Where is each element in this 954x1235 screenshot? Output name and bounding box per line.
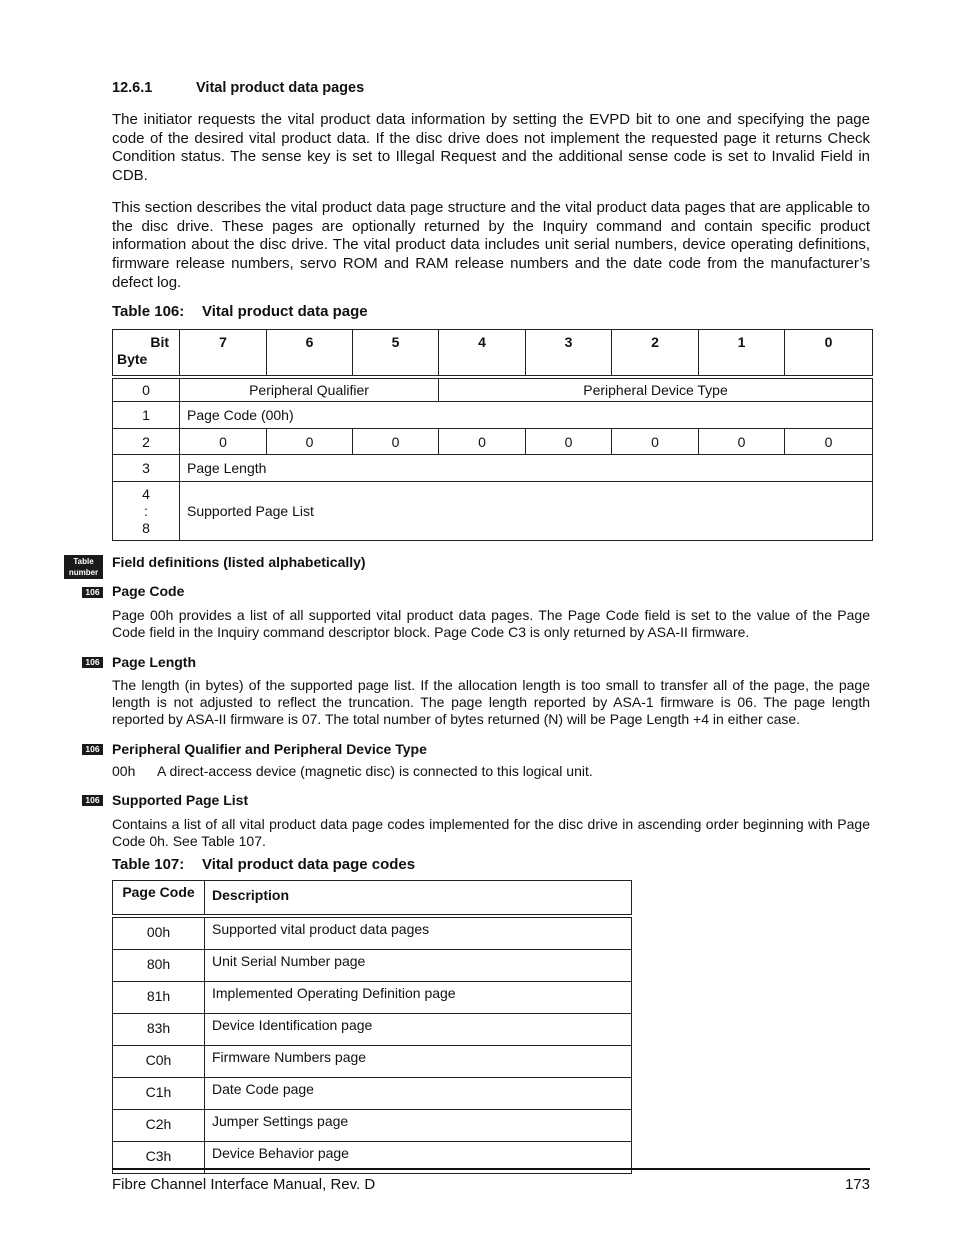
bit-value: 0 bbox=[439, 429, 526, 455]
field-name: Page Length bbox=[112, 654, 197, 670]
intro-paragraph-1: The initiator requests the vital product data information by setting the EVPD bit to one and specifying the page code of the desired vital product data. If the disc drive does not implement the requested page it returns Check Condition status. The sense key is set to Illegal Request and the additional sense code is set to Invalid Field in CDB. bbox=[112, 111, 870, 185]
page-code-header: Page Code bbox=[113, 881, 205, 915]
vital-product-data-page-table bbox=[112, 329, 873, 541]
table-106-title: Vital product data page bbox=[202, 303, 368, 320]
bit-header: 5 bbox=[353, 330, 439, 376]
byte-number: 0 bbox=[113, 379, 180, 402]
bit-value: 0 bbox=[612, 429, 699, 455]
description-cell: Jumper Settings page bbox=[205, 1110, 632, 1142]
description-cell: Date Code page bbox=[205, 1078, 632, 1110]
bit-header: 0 bbox=[785, 330, 873, 376]
footer-title: Fibre Channel Interface Manual, Rev. D bbox=[112, 1176, 376, 1193]
table-row bbox=[113, 1110, 632, 1142]
section-heading bbox=[112, 80, 364, 96]
page-code-cell: C2h bbox=[113, 1110, 205, 1142]
table-row bbox=[113, 1014, 632, 1046]
bit-value: 0 bbox=[526, 429, 612, 455]
bit-value: 0 bbox=[267, 429, 353, 455]
bit-header: 2 bbox=[612, 330, 699, 376]
field-name: Page Code bbox=[112, 583, 185, 599]
table-number-tag bbox=[64, 555, 103, 579]
page-code-cell: 83h bbox=[113, 1014, 205, 1046]
byte-number: 2 bbox=[113, 429, 180, 455]
byte-range-sep: : bbox=[144, 502, 148, 519]
field-code-entry bbox=[112, 763, 593, 779]
table-ref-tag: 106 bbox=[82, 587, 103, 598]
bit-header: 3 bbox=[526, 330, 612, 376]
table-row bbox=[113, 1046, 632, 1078]
bit-value: 0 bbox=[353, 429, 439, 455]
table-106-label: Table 106: bbox=[112, 303, 185, 320]
field-name: Supported Page List bbox=[112, 792, 249, 808]
bit-header: 4 bbox=[439, 330, 526, 376]
field-name: Peripheral Qualifier and Peripheral Device Type bbox=[112, 741, 427, 757]
field-code-description: A direct-access device (magnetic disc) is connected to this logical unit. bbox=[157, 763, 593, 779]
description-header: Description bbox=[205, 881, 632, 915]
description-cell: Implemented Operating Definition page bbox=[205, 982, 632, 1014]
table-ref-tag: 106 bbox=[82, 744, 103, 755]
peripheral-device-type-cell: Peripheral Device Type bbox=[439, 379, 873, 402]
table-row bbox=[113, 429, 873, 455]
page-code-cell: 80h bbox=[113, 950, 205, 982]
bit-label: Bit bbox=[150, 334, 169, 350]
bit-value: 0 bbox=[180, 429, 267, 455]
byte-range bbox=[113, 482, 180, 541]
table-row bbox=[113, 455, 873, 482]
byte-number: 1 bbox=[113, 402, 180, 429]
table-row bbox=[113, 918, 632, 950]
table-ref-tag: 106 bbox=[82, 795, 103, 806]
table-row bbox=[113, 402, 873, 429]
table-row bbox=[113, 950, 632, 982]
page-code-cell: C3h bbox=[113, 1142, 205, 1174]
footer-divider bbox=[112, 1168, 870, 1170]
page-number: 173 bbox=[844, 1176, 870, 1193]
table-row bbox=[113, 982, 632, 1014]
table-row bbox=[113, 482, 873, 541]
field-description: The length (in bytes) of the supported page list. If the allocation length is too small to transfer all of the page, the page length is not adjusted to reflect the truncation. The page length reported by ASA-1 firmware is 06. The page length reported by ASA-II firmware is 07. The total number of bytes returned (N) will be Page Length +4 in either case. bbox=[112, 677, 870, 727]
field-description: Page 00h provides a list of all supported vital product data pages. The Page Code field is set to the value of the Page Code field in the Inquiry command descriptor block. Page Code C3 is only returned by ASA-II firmware. bbox=[112, 607, 870, 640]
table-number-tag-bottom: number bbox=[68, 568, 99, 577]
bit-header: 6 bbox=[267, 330, 353, 376]
field-description: Contains a list of all vital product data page codes implemented for the disc drive in ascending order beginning with Page Code 0h. See Table 107. bbox=[112, 816, 870, 849]
page-length-cell: Page Length bbox=[180, 455, 873, 482]
description-cell: Unit Serial Number page bbox=[205, 950, 632, 982]
description-cell: Device Identification page bbox=[205, 1014, 632, 1046]
section-title: Vital product data pages bbox=[196, 80, 365, 96]
bit-header: 7 bbox=[180, 330, 267, 376]
intro-paragraph-2: This section describes the vital product data page structure and the vital product data pages that are applicable to the disc drive. These pages are optionally returned by the Inquiry command and contain specific product information about the disc drive. The vital product data includes unit serial numbers, device operating definitions, firmware release numbers, servo ROM and RAM release numbers and the date code from the manufacturer’s defect log. bbox=[112, 199, 870, 291]
supported-page-list-cell: Supported Page List bbox=[180, 482, 873, 541]
table-header-row bbox=[113, 330, 873, 376]
bit-byte-corner bbox=[113, 330, 180, 376]
table-106-caption bbox=[112, 303, 368, 320]
field-code: 00h bbox=[112, 763, 136, 779]
table-107-caption bbox=[112, 856, 415, 873]
page-code-cell: C0h bbox=[113, 1046, 205, 1078]
table-row bbox=[113, 379, 873, 402]
table-number-tag-top: Table bbox=[73, 557, 94, 566]
description-cell: Firmware Numbers page bbox=[205, 1046, 632, 1078]
page-code-cell: C1h bbox=[113, 1078, 205, 1110]
field-definitions-heading: Field definitions (listed alphabetically) bbox=[112, 554, 366, 570]
description-cell: Supported vital product data pages bbox=[205, 918, 632, 950]
byte-number: 3 bbox=[113, 455, 180, 482]
table-107-title: Vital product data page codes bbox=[202, 856, 416, 873]
byte-range-end: 8 bbox=[142, 519, 150, 536]
section-number: 12.6.1 bbox=[112, 80, 153, 96]
byte-range-start: 4 bbox=[142, 485, 150, 502]
table-ref-tag: 106 bbox=[82, 657, 103, 668]
table-header-row bbox=[113, 881, 632, 915]
page-code-cell: 00h bbox=[113, 918, 205, 950]
byte-label: Byte bbox=[117, 351, 148, 367]
peripheral-qualifier-cell: Peripheral Qualifier bbox=[180, 379, 439, 402]
vital-product-data-page-codes-table bbox=[112, 880, 632, 1174]
page-code-cell: Page Code (00h) bbox=[180, 402, 873, 429]
bit-value: 0 bbox=[699, 429, 785, 455]
description-cell: Device Behavior page bbox=[205, 1142, 632, 1174]
table-row bbox=[113, 1078, 632, 1110]
page-code-cell: 81h bbox=[113, 982, 205, 1014]
bit-value: 0 bbox=[785, 429, 873, 455]
table-107-label: Table 107: bbox=[112, 856, 185, 873]
bit-header: 1 bbox=[699, 330, 785, 376]
